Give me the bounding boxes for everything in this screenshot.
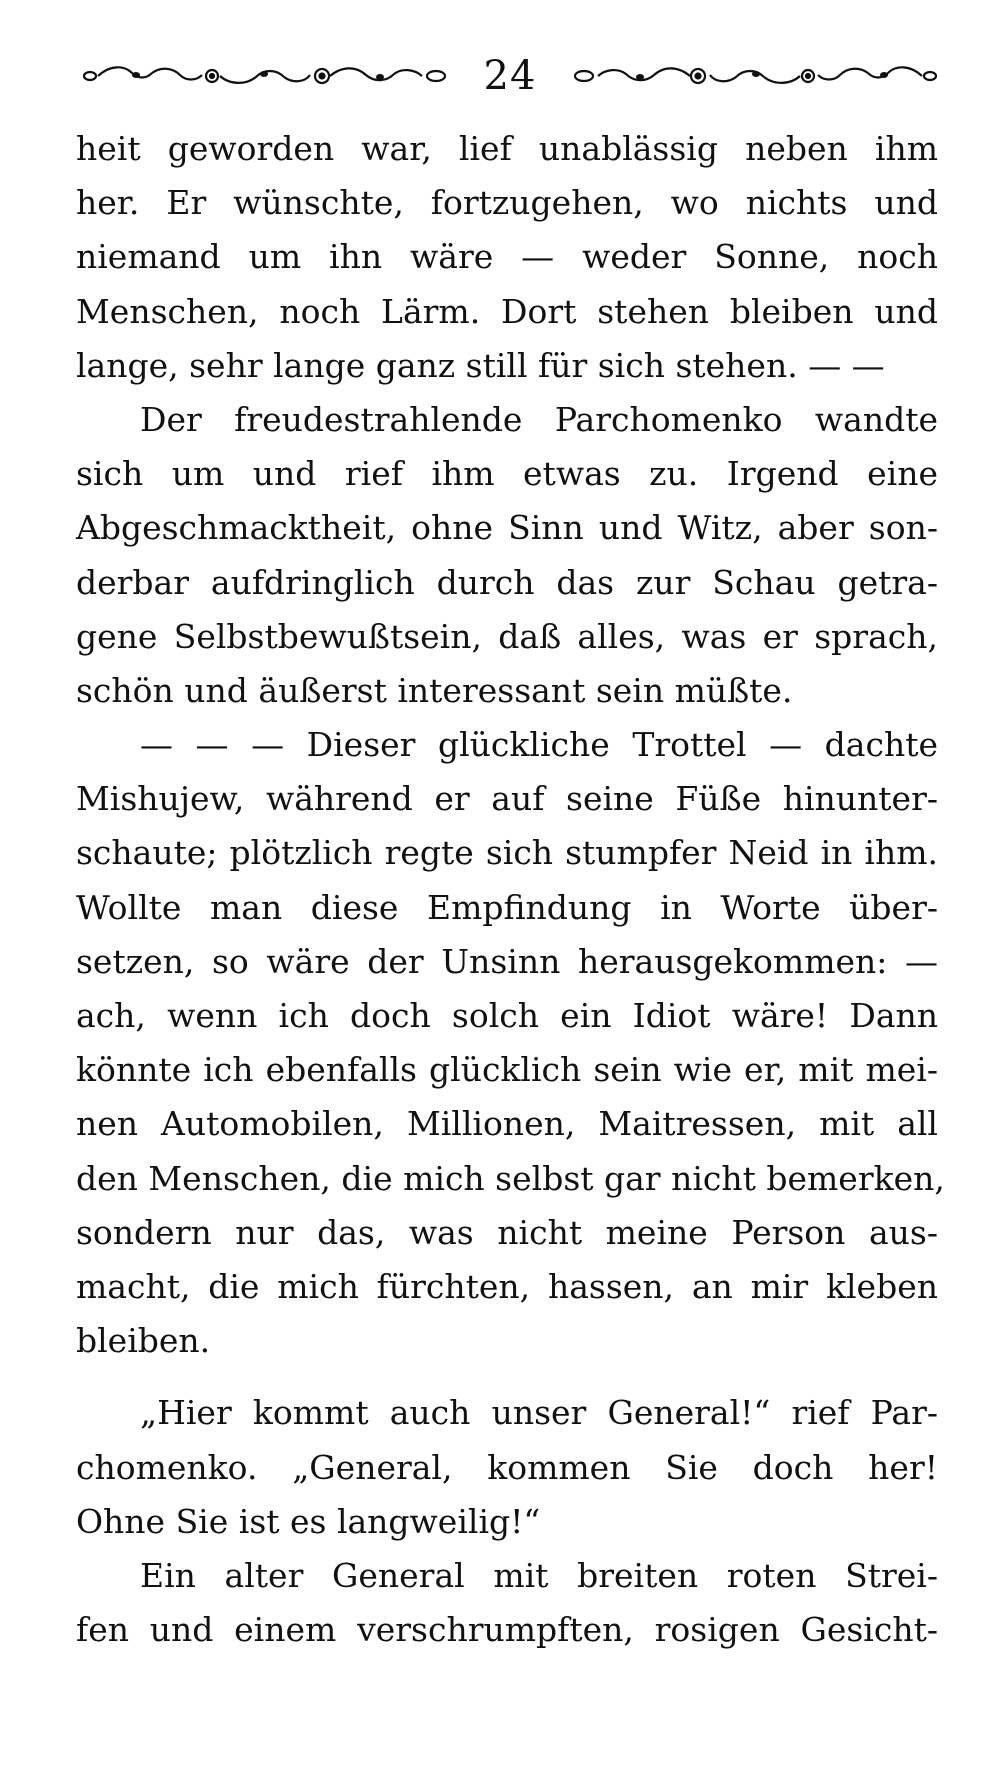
text-line: macht, die mich fürchten, hassen, an mir kleben xyxy=(76,1266,938,1306)
text-line: sondern nur das, was nicht meine Person aus- xyxy=(76,1212,938,1252)
paragraph xyxy=(76,122,938,393)
page-number: 24 xyxy=(483,53,537,99)
text-line: heit geworden war, lief unablässig neben ihm xyxy=(76,129,938,168)
text-line: Wollte man diese Empfindung in Worte über- xyxy=(76,887,938,927)
text-line: Abgeschmacktheit, ohne Sinn und Witz, aber son- xyxy=(76,508,938,548)
paragraph xyxy=(76,1549,938,1657)
page-header xyxy=(80,46,940,106)
text-line: Ein alter General mit breiten roten Strei- xyxy=(140,1555,938,1595)
text-line: könnte ich ebenfalls glücklich sein wie er, mit mei- xyxy=(76,1050,938,1090)
text-line: nen Automobilen, Millionen, Maitressen, mit all xyxy=(76,1104,938,1144)
body-text xyxy=(76,122,945,1657)
text-line: her. Er wünschte, fortzugehen, wo nichts und xyxy=(76,183,938,223)
text-line: derbar aufdringlich durch das zur Schau getra- xyxy=(76,562,938,602)
paragraph xyxy=(76,1386,938,1549)
text-line: schaute; plötzlich regte sich stumpfer Neid in ihm. xyxy=(76,833,938,873)
text-line: Mishujew, während er auf seine Füße hinunter- xyxy=(76,779,938,819)
text-line: den Menschen, die mich selbst gar nicht bemerken, xyxy=(76,1158,945,1198)
text-line: Menschen, noch Lärm. Dort stehen bleiben und xyxy=(76,291,938,331)
text-line: chomenko. „General, kommen Sie doch her! xyxy=(76,1447,938,1487)
text-line: gene Selbstbewußtsein, daß alles, was er sprach, xyxy=(76,616,938,656)
text-line: — — — Dieser glückliche Trottel — dachte xyxy=(140,725,938,765)
right-ornament-icon xyxy=(570,61,940,91)
left-ornament-icon xyxy=(80,61,450,91)
text-line: Der freudestrahlende Parchomenko wandte xyxy=(140,399,938,439)
text-line: sich um und rief ihm etwas zu. Irgend eine xyxy=(76,454,938,494)
text-line: bleiben. xyxy=(76,1321,211,1361)
text-line: niemand um ihn wäre — weder Sonne, noch xyxy=(76,237,938,277)
text-line: schön und äußerst interessant sein müßte. xyxy=(76,670,793,710)
text-line: lange, sehr lange ganz still für sich stehen. — — xyxy=(76,345,885,385)
paragraph xyxy=(76,393,938,718)
text-line: ach, wenn ich doch solch ein Idiot wäre! Dann xyxy=(76,996,938,1035)
text-line: Ohne Sie ist es langweilig!“ xyxy=(76,1501,541,1541)
paragraph-gap xyxy=(76,1368,938,1386)
text-line: setzen, so wäre der Unsinn herausgekommen: — xyxy=(76,941,938,981)
paragraph xyxy=(76,718,945,1368)
text-line: „Hier kommt auch unser General!“ rief Par- xyxy=(140,1393,938,1433)
text-line: fen und einem verschrumpften, rosigen Gesicht- xyxy=(76,1610,938,1650)
